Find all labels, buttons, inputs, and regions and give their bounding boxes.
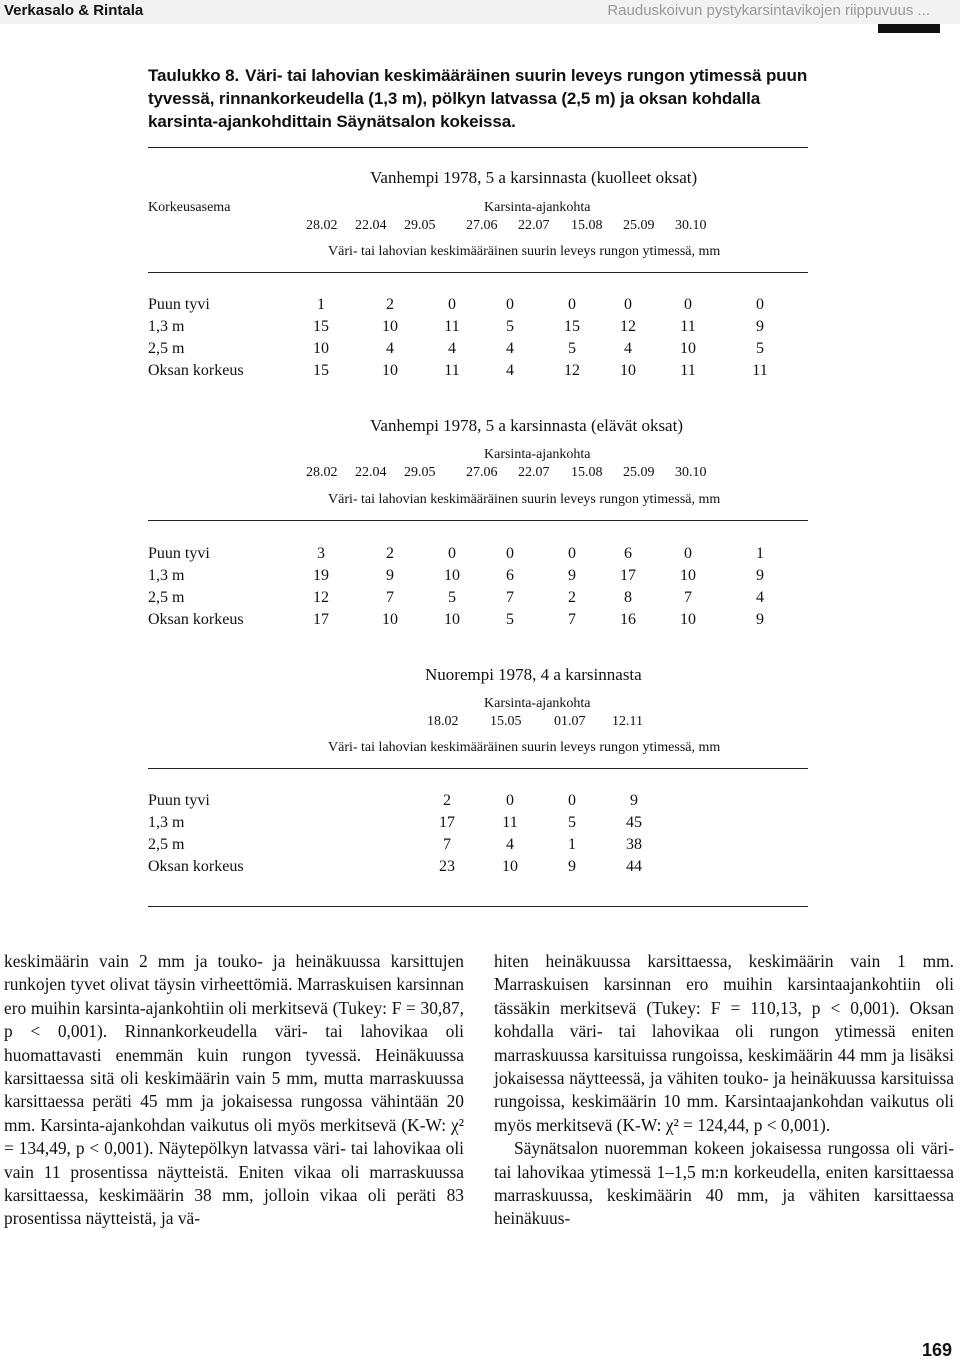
table-cell: 6 — [506, 567, 514, 584]
row-label: Oksan korkeus — [148, 858, 244, 875]
row-label: 2,5 m — [148, 836, 185, 853]
table-cell: 8 — [624, 589, 632, 606]
table-cell: 10 — [382, 362, 398, 379]
date-header: 15.08 — [571, 218, 603, 233]
table-cell: 4 — [624, 340, 632, 357]
table-cell: 0 — [756, 296, 764, 313]
table-cell: 0 — [624, 296, 632, 313]
section-title: Vanhempi 1978, 5 a karsinnasta (kuolleet oksat) — [370, 168, 698, 187]
date-header: 27.06 — [466, 218, 498, 233]
table-cell: 10 — [680, 567, 696, 584]
table-cell: 38 — [626, 836, 642, 853]
table-cell: 5 — [568, 814, 576, 831]
table-cell: 9 — [630, 792, 638, 809]
table-cell: 0 — [684, 296, 692, 313]
table-cell: 12 — [564, 362, 580, 379]
table-cell: 0 — [448, 545, 456, 562]
table-rule — [148, 768, 808, 769]
date-header: 15.08 — [571, 465, 603, 480]
row-label: 2,5 m — [148, 589, 185, 606]
running-header-title: Rauduskoivun pystykarsintavikojen riippuvuus ... — [607, 2, 930, 19]
table-cell: 10 — [502, 858, 518, 875]
table-cell: 10 — [382, 611, 398, 628]
table-cell: 0 — [568, 792, 576, 809]
table-cell: 11 — [444, 318, 460, 335]
paragraph: keskimäärin vain 2 mm ja touko- ja heinäkuussa karsittujen runkojen tyvet olivat täysin virheettömiä. Marraskuisen karsinnan ero muihin karsinta-ajankohtiin oli merkitsevä (Tukey: F = 30,87, p < 0,001). Rinnankorkeudella väri- tai lahovikaa oli huomattavasti enemmän kuin rungon tyvessä. Heinäkuussa karsittaessa sitä oli keskimäärin vain 5 mm, mutta marraskuussa karsittaessa peräti 45 mm ja jokaisessa rungossa vähintään 20 mm. Karsinta-ajankohdan vaikutus oli myös merkitsevä (K-W: χ² = 134,49, p < 0,001). Näytepölkyn latvassa väri- tai lahovikaa oli vain 11 prosentissa näytteistä. Eniten vikaa oli marraskuussa karsittaessa, keskimäärin 38 mm, jolloin vikaa oli peräti 83 prosentissa näytteistä, ja vä- — [4, 951, 464, 1229]
paragraph: hiten heinäkuussa karsittaessa, keskimäärin vain 1 mm. Marraskuisen karsinnan ero muihin karsintaajankohtiin oli tässäkin merkitsevä (Tukey: F = 110,13, p < 0,001). Oksan kohdalla väri- tai lahovikaa oli rungon ytimessä eniten marraskuussa karsituissa rungoissa, keskimäärin 44 mm ja lisäksi jokaisessa näytteessä, ja vähiten touko- ja heinäkuussa karsituissa rungoissa, keskimäärin 10 mm. Karsintaajankohdan vaikutus oli myös merkitsevä (K-W: χ² = 124,44, p < 0,001). — [494, 951, 954, 1135]
row-label: 1,3 m — [148, 318, 185, 335]
table-cell: 11 — [752, 362, 768, 379]
table-caption-text: Väri- tai lahovian keskimääräinen suurin leveys rungon ytimessä puun tyvessä, rinnankorkeudella (1,3 m), pölkyn latvassa (2,5 m) ja oksan kohdalla karsinta-ajankohdittain Säynätsalon kokeissa. — [148, 66, 808, 131]
row-label: 1,3 m — [148, 814, 185, 831]
date-header: 22.07 — [518, 218, 550, 233]
row-label: Puun tyvi — [148, 545, 210, 562]
table-rule — [148, 520, 808, 521]
table-cell: 10 — [313, 340, 329, 357]
row-label: Puun tyvi — [148, 792, 210, 809]
group-label: Karsinta-ajankohta — [484, 696, 591, 711]
table-cell: 17 — [620, 567, 636, 584]
row-header-label: Korkeusasema — [148, 200, 231, 215]
date-header: 30.10 — [675, 218, 707, 233]
row-label: Oksan korkeus — [148, 362, 244, 379]
date-header: 22.04 — [355, 218, 387, 233]
table-cell: 0 — [506, 545, 514, 562]
table-rule — [148, 906, 808, 907]
table-caption-label: Taulukko 8. — [148, 66, 240, 85]
running-header — [0, 0, 960, 24]
table-cell: 10 — [444, 567, 460, 584]
date-header: 22.04 — [355, 465, 387, 480]
date-header: 18.02 — [427, 714, 459, 729]
table-cell: 0 — [684, 545, 692, 562]
table-cell: 1 — [568, 836, 576, 853]
table-cell: 5 — [568, 340, 576, 357]
page-number: 169 — [921, 1340, 952, 1360]
date-header: 22.07 — [518, 465, 550, 480]
table-cell: 9 — [568, 858, 576, 875]
table-cell: 10 — [444, 611, 460, 628]
date-header: 29.05 — [404, 218, 436, 233]
row-label: 2,5 m — [148, 340, 185, 357]
table-cell: 3 — [317, 545, 325, 562]
table-cell: 15 — [564, 318, 580, 335]
row-label: Oksan korkeus — [148, 611, 244, 628]
table-cell: 2 — [568, 589, 576, 606]
table-cell: 7 — [684, 589, 692, 606]
table-cell: 15 — [313, 318, 329, 335]
table-cell: 11 — [680, 318, 696, 335]
table-cell: 0 — [568, 296, 576, 313]
table-cell: 12 — [620, 318, 636, 335]
date-header: 28.02 — [306, 218, 338, 233]
table-cell: 10 — [382, 318, 398, 335]
table-cell: 10 — [680, 611, 696, 628]
row-label: Puun tyvi — [148, 296, 210, 313]
table-cell: 5 — [756, 340, 764, 357]
table-cell: 19 — [313, 567, 329, 584]
table-cell: 9 — [756, 318, 764, 335]
table-cell: 0 — [448, 296, 456, 313]
header-black-bar — [878, 24, 940, 33]
table-cell: 11 — [680, 362, 696, 379]
table-cell: 5 — [506, 318, 514, 335]
table-cell: 4 — [386, 340, 394, 357]
date-header: 30.10 — [675, 465, 707, 480]
paragraph: Säynätsalon nuoremman kokeen jokaisessa rungossa oli väri- tai lahovikaa ytimessä 1–1,5 m:n korkeudella, eniten karsittaessa marraskuussa, keskimäärin 40 mm, ja vähiten karsittaessa heinäkuus- — [494, 1138, 954, 1229]
table-cell: 0 — [506, 792, 514, 809]
table-cell: 4 — [506, 836, 514, 853]
date-header: 25.09 — [623, 218, 655, 233]
table-cell: 9 — [756, 567, 764, 584]
table-cell: 4 — [756, 589, 764, 606]
measure-label: Väri- tai lahovian keskimääräinen suurin leveys rungon ytimessä, mm — [328, 740, 721, 755]
table-cell: 7 — [386, 589, 394, 606]
table-cell: 16 — [620, 611, 636, 628]
table-cell: 2 — [386, 545, 394, 562]
date-header: 28.02 — [306, 465, 338, 480]
table-cell: 17 — [313, 611, 329, 628]
group-label: Karsinta-ajankohta — [484, 447, 591, 462]
table-cell: 44 — [626, 858, 642, 875]
table-cell: 7 — [443, 836, 451, 853]
text-column-right — [494, 950, 954, 1231]
measure-label: Väri- tai lahovian keskimääräinen suurin leveys rungon ytimessä, mm — [328, 492, 721, 507]
table-cell: 4 — [506, 340, 514, 357]
section-title: Vanhempi 1978, 5 a karsinnasta (elävät oksat) — [370, 416, 683, 435]
table-cell: 4 — [506, 362, 514, 379]
running-header-authors: Verkasalo & Rintala — [4, 2, 144, 19]
group-label: Karsinta-ajankohta — [484, 200, 591, 215]
table-caption — [148, 64, 828, 133]
table-rule — [148, 272, 808, 273]
table-cell: 6 — [624, 545, 632, 562]
measure-label: Väri- tai lahovian keskimääräinen suurin leveys rungon ytimessä, mm — [328, 244, 721, 259]
table-cell: 9 — [756, 611, 764, 628]
table-rule — [148, 147, 808, 148]
table-cell: 5 — [448, 589, 456, 606]
table-cell: 1 — [317, 296, 325, 313]
table-cell: 10 — [620, 362, 636, 379]
table-cell: 23 — [439, 858, 455, 875]
text-column-left — [4, 950, 464, 1231]
table-cell: 7 — [506, 589, 514, 606]
table-cell: 10 — [680, 340, 696, 357]
table-cell: 1 — [756, 545, 764, 562]
row-label: 1,3 m — [148, 567, 185, 584]
date-header: 29.05 — [404, 465, 436, 480]
table-cell: 0 — [568, 545, 576, 562]
table-cell: 17 — [439, 814, 455, 831]
date-header: 27.06 — [466, 465, 498, 480]
table-cell: 9 — [386, 567, 394, 584]
table-cell: 0 — [506, 296, 514, 313]
table-cell: 11 — [502, 814, 518, 831]
table-cell: 2 — [386, 296, 394, 313]
table-cell: 2 — [443, 792, 451, 809]
table-cell: 7 — [568, 611, 576, 628]
date-header: 12.11 — [612, 714, 643, 729]
table-cell: 5 — [506, 611, 514, 628]
date-header: 25.09 — [623, 465, 655, 480]
date-header: 15.05 — [490, 714, 522, 729]
table-cell: 15 — [313, 362, 329, 379]
table-cell: 4 — [448, 340, 456, 357]
table-cell: 45 — [626, 814, 642, 831]
table-cell: 11 — [444, 362, 460, 379]
table-cell: 12 — [313, 589, 329, 606]
table-cell: 9 — [568, 567, 576, 584]
section-title: Nuorempi 1978, 4 a karsinnasta — [425, 665, 642, 684]
date-header: 01.07 — [554, 714, 586, 729]
